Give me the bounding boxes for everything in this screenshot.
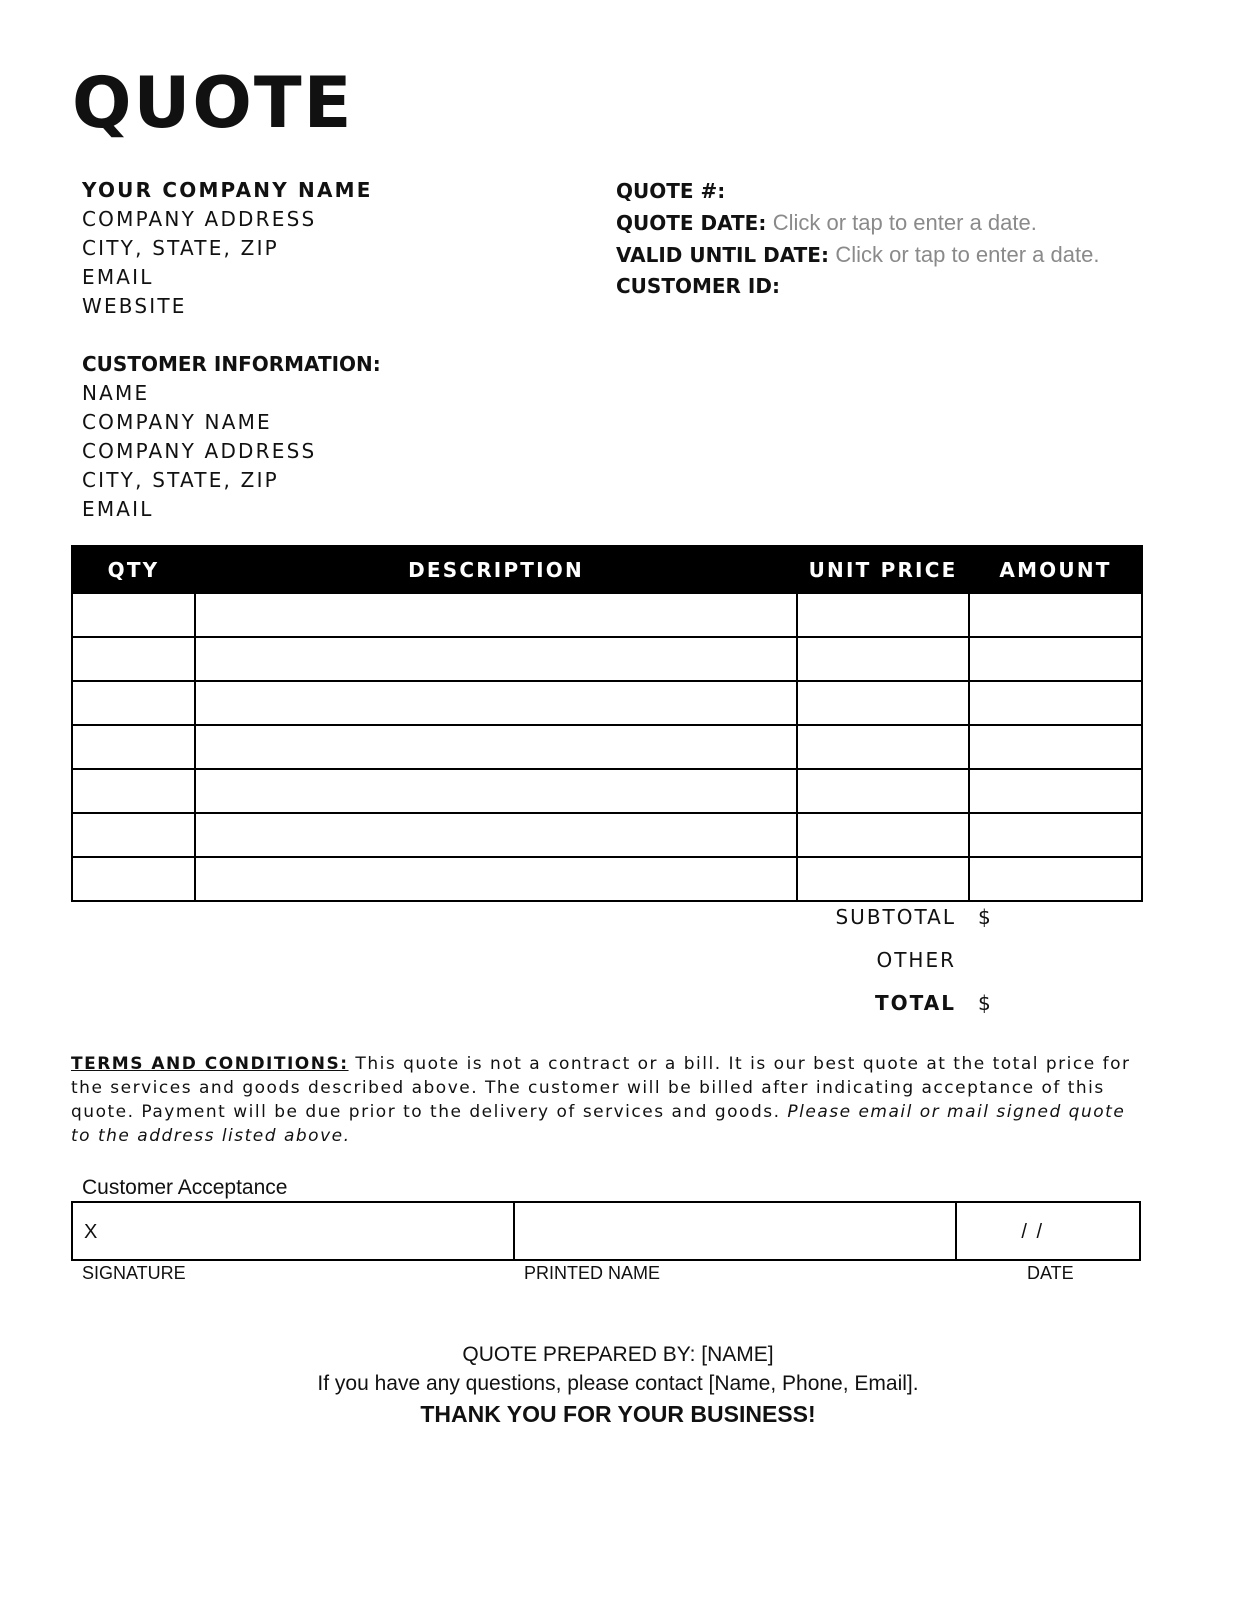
- total-currency: $: [978, 991, 993, 1015]
- valid-until-date-picker[interactable]: Click or tap to enter a date.: [835, 242, 1100, 267]
- table-row: [72, 769, 1142, 813]
- table-row: [72, 725, 1142, 769]
- quote-number-row: [616, 176, 1099, 207]
- total-row: [790, 991, 1030, 1034]
- header-qty: QTY: [72, 546, 195, 593]
- customer-address: COMPANY ADDRESS: [82, 439, 317, 463]
- prepared-by: QUOTE PREPARED BY: [NAME]: [462, 1343, 774, 1366]
- unit-price-cell[interactable]: [797, 769, 969, 813]
- description-cell[interactable]: [195, 681, 797, 725]
- terms-and-conditions: [71, 1052, 1141, 1148]
- qty-cell[interactable]: [72, 769, 195, 813]
- qty-cell[interactable]: [72, 813, 195, 857]
- valid-until-row: [616, 239, 1099, 271]
- amount-cell[interactable]: [969, 725, 1142, 769]
- unit-price-cell[interactable]: [797, 593, 969, 637]
- customer-city-state-zip: CITY, STATE, ZIP: [82, 468, 279, 492]
- qty-cell[interactable]: [72, 593, 195, 637]
- company-address: COMPANY ADDRESS: [82, 207, 317, 231]
- description-cell[interactable]: [195, 725, 797, 769]
- quote-date-picker[interactable]: Click or tap to enter a date.: [772, 210, 1037, 235]
- description-cell[interactable]: [195, 637, 797, 681]
- customer-acceptance-label: Customer Acceptance: [82, 1176, 288, 1199]
- printed-name-field[interactable]: [515, 1203, 957, 1259]
- table-row: [72, 637, 1142, 681]
- customer-heading: CUSTOMER INFORMATION:: [82, 352, 381, 376]
- customer-id-label: CUSTOMER ID:: [616, 274, 780, 298]
- qty-cell[interactable]: [72, 725, 195, 769]
- qty-cell[interactable]: [72, 857, 195, 901]
- unit-price-cell[interactable]: [797, 857, 969, 901]
- signature-x-mark: X: [84, 1221, 98, 1243]
- table-row: [72, 681, 1142, 725]
- document-title: QUOTE: [72, 62, 354, 144]
- table-row: [72, 857, 1142, 901]
- company-name: YOUR COMPANY NAME: [82, 178, 373, 202]
- valid-until-label: VALID UNTIL DATE:: [616, 243, 829, 267]
- header-amount: AMOUNT: [969, 546, 1142, 593]
- company-block: [82, 176, 373, 321]
- table-row: [72, 593, 1142, 637]
- amount-cell[interactable]: [969, 769, 1142, 813]
- contact-line: If you have any questions, please contact [Name, Phone, Email].: [317, 1372, 919, 1395]
- subtotal-row: [790, 905, 1030, 948]
- date-slashes: / /: [1021, 1221, 1045, 1243]
- quote-meta-block: [616, 176, 1099, 302]
- amount-cell[interactable]: [969, 857, 1142, 901]
- qty-cell[interactable]: [72, 637, 195, 681]
- signature-field[interactable]: [73, 1203, 515, 1259]
- company-website: WEBSITE: [82, 294, 187, 318]
- totals-block: [790, 905, 1030, 1034]
- terms-heading: TERMS AND CONDITIONS:: [71, 1054, 349, 1074]
- customer-company-name: COMPANY NAME: [82, 410, 272, 434]
- items-header-row: [72, 546, 1142, 593]
- amount-cell[interactable]: [969, 813, 1142, 857]
- footer: [0, 1340, 1236, 1430]
- description-cell[interactable]: [195, 769, 797, 813]
- signature-caption: SIGNATURE: [82, 1263, 186, 1283]
- company-email: EMAIL: [82, 265, 154, 289]
- customer-name: NAME: [82, 381, 150, 405]
- description-cell[interactable]: [195, 813, 797, 857]
- description-cell[interactable]: [195, 593, 797, 637]
- qty-cell[interactable]: [72, 681, 195, 725]
- header-unit-price: UNIT PRICE: [797, 546, 969, 593]
- acceptance-box: [71, 1201, 1141, 1261]
- unit-price-cell[interactable]: [797, 637, 969, 681]
- terms-italic-note: Please email or mail signed quote to the address listed above.: [71, 1102, 1126, 1146]
- other-row: [790, 948, 1030, 991]
- unit-price-cell[interactable]: [797, 725, 969, 769]
- quote-number-label: QUOTE #:: [616, 179, 726, 203]
- customer-block: [82, 350, 381, 524]
- date-caption: DATE: [1027, 1263, 1074, 1283]
- unit-price-cell[interactable]: [797, 813, 969, 857]
- quote-date-row: [616, 207, 1099, 239]
- customer-email: EMAIL: [82, 497, 154, 521]
- amount-cell[interactable]: [969, 681, 1142, 725]
- unit-price-cell[interactable]: [797, 681, 969, 725]
- terms-body: This quote is not a contract or a bill. It is our best quote at the total price for the services and goods described above. The customer will be billed after indicating acceptance of this quote. Payment will be due prior to the delivery of services and goods.: [71, 1054, 1131, 1122]
- total-label: TOTAL: [875, 991, 956, 1015]
- amount-cell[interactable]: [969, 593, 1142, 637]
- thank-you: THANK YOU FOR YOUR BUSINESS!: [420, 1401, 816, 1427]
- company-city-state-zip: CITY, STATE, ZIP: [82, 236, 279, 260]
- other-label: OTHER: [876, 948, 956, 972]
- description-cell[interactable]: [195, 857, 797, 901]
- quote-date-label: QUOTE DATE:: [616, 211, 767, 235]
- printed-name-caption: PRINTED NAME: [524, 1263, 661, 1283]
- subtotal-label: SUBTOTAL: [835, 905, 956, 929]
- amount-cell[interactable]: [969, 637, 1142, 681]
- table-row: [72, 813, 1142, 857]
- header-description: DESCRIPTION: [195, 546, 797, 593]
- date-field[interactable]: [957, 1203, 1139, 1259]
- customer-id-row: [616, 271, 1099, 302]
- items-table: [71, 545, 1143, 902]
- subtotal-currency: $: [978, 905, 993, 929]
